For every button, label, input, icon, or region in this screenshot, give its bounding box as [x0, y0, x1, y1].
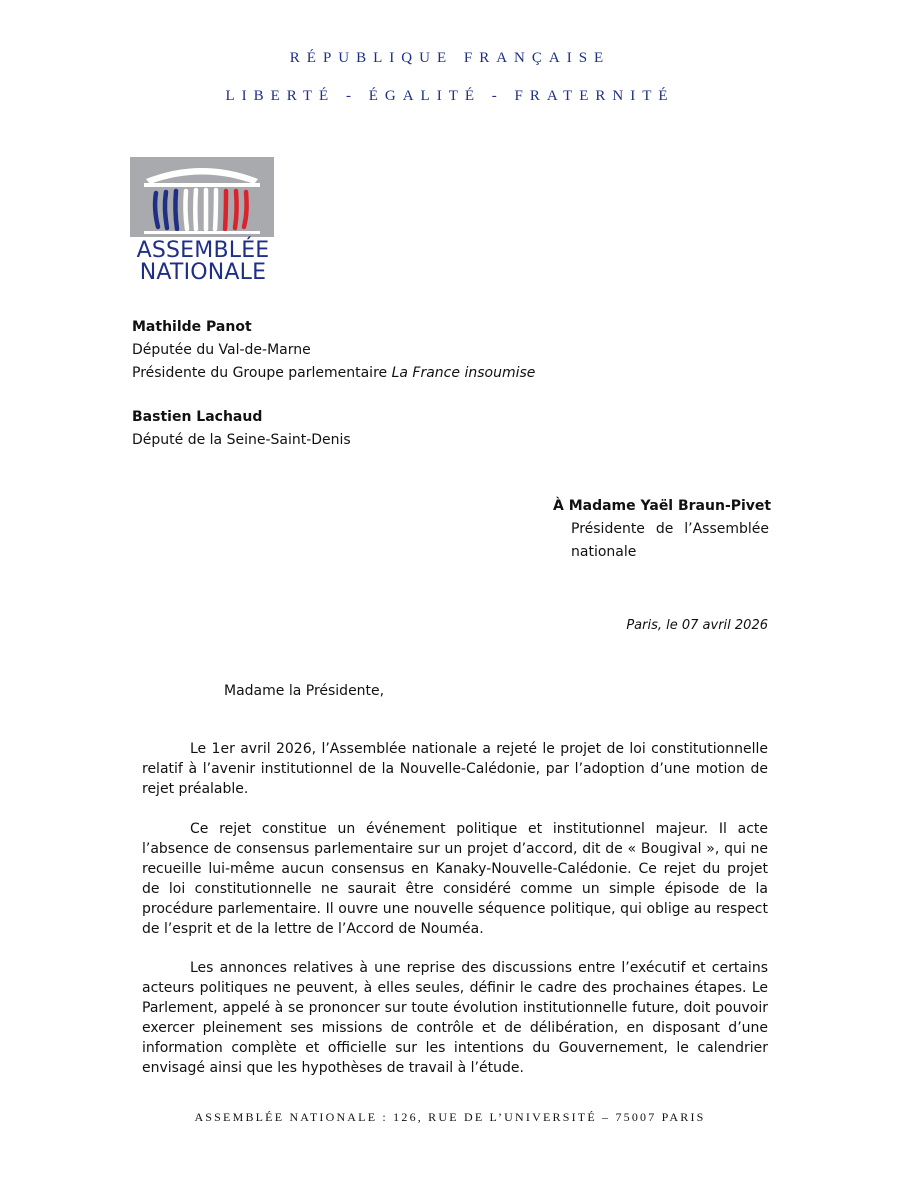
- body-paragraph: Le 1er avril 2026, l’Assemblée nationale a rejeté le projet de loi constitutionnelle relatif à l’avenir institutionnel de la Nouvelle-Calédonie, par l’adoption d’une motion de rejet préalable.: [142, 741, 768, 797]
- sender-1-role: Députée du Val-de-Marne: [132, 342, 311, 358]
- sender-1-name: Mathilde Panot: [132, 319, 252, 335]
- sender-2-name: Bastien Lachaud: [132, 409, 263, 425]
- logo-text-nationale: NATIONALE: [139, 260, 267, 285]
- recipient-name: À Madame Yaël Braun-Pivet: [553, 498, 772, 514]
- assemblee-nationale-logo: [130, 157, 276, 285]
- sender-1-group: [132, 362, 535, 385]
- body-paragraph: Les annonces relatives à une reprise des discussions entre l’exécutif et certains acteurs politiques ne peuvent, à elles seules, définir le cadre des prochaines étapes. Le Parlement, appelé à se prononcer sur toute évolution institutionnelle future, doit pouvoir exercer pleinement ses missions de contrôle et de délibération, en disposant d’une information complète et officielle sur les intentions du Gouvernement, le calendrier envisagé ainsi que les hypothèses de travail à l’étude.: [142, 960, 768, 1076]
- sender-1-group-name: La France insoumise: [391, 365, 536, 381]
- footer-address: ASSEMBLÉE NATIONALE : 126, RUE DE L’UNIVERSITÉ – 75007 PARIS: [194, 1110, 706, 1124]
- header-republique: RÉPUBLIQUE FRANÇAISE: [289, 50, 611, 66]
- hemicycle-icon: [130, 157, 274, 237]
- body-paragraph: Ce rejet constitue un événement politique et institutionnel majeur. Il acte l’absence de consensus parlementaire sur un projet d’accord, dit de « Bougival », qui ne recueille lui-même aucun consensus en Kanaky-Nouvelle-Calédonie. Ce rejet du projet de loi constitutionnelle ne saurait être considéré comme un simple épisode de la procédure parlementaire. Il ouvre une nouvelle séquence politique, qui oblige au respect de l’esprit et de la lettre de l’Accord de Nouméa.: [142, 821, 768, 937]
- place-date: Paris, le 07 avril 2026: [626, 618, 768, 633]
- recipient-title-line2: nationale: [571, 544, 637, 560]
- logo-text-assemblee: ASSEMBLÉE: [136, 238, 270, 263]
- sender-1-group-prefix: Présidente du Groupe parlementaire: [132, 365, 392, 381]
- header-devise: LIBERTÉ - ÉGALITÉ - FRATERNITÉ: [225, 88, 675, 104]
- sender-2-role: Député de la Seine-Saint-Denis: [132, 432, 351, 448]
- salutation: Madame la Présidente,: [224, 683, 385, 699]
- recipient-title-line1: Présidente de l’Assemblée: [571, 521, 769, 537]
